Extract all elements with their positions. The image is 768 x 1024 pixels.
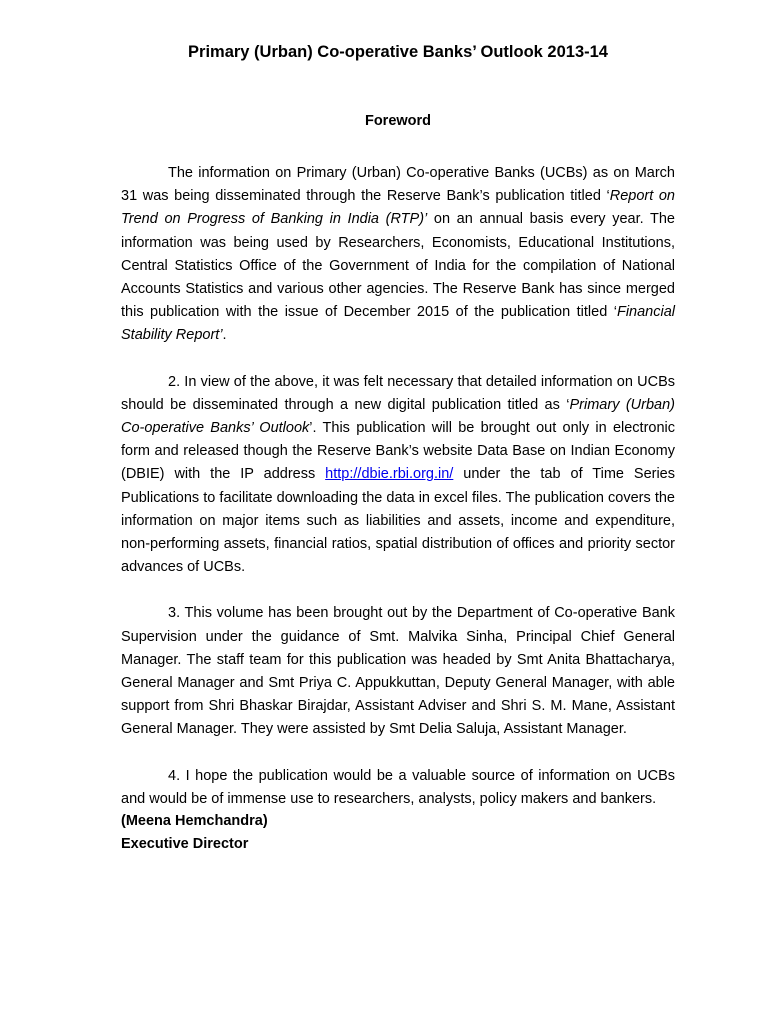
paragraph-1-text-a: The information on Primary (Urban) Co-operative Banks (UCBs) as on March 31 was being disseminated through the Reserve Bank’s publication titled ‘	[121, 165, 675, 205]
signatory-designation: Executive Director	[121, 836, 249, 852]
paragraph-4-text: 4. I hope the publication would be a valuable source of information on UCBs and would be of immense use to researchers, analysts, policy makers and bankers.	[121, 767, 675, 807]
document-title: Primary (Urban) Co-operative Banks’ Outlook 2013-14	[188, 43, 608, 61]
paragraph-2-publication-title: Primary (Urban) Co-operative Banks’ Outlook	[121, 396, 675, 437]
paragraph-2-text-a: 2. In view of the above, it was felt necessary that detailed information on UCBs should be disseminated through a new digital publication titled as ‘	[121, 373, 675, 413]
paragraph-2	[121, 371, 675, 580]
paragraph-3	[121, 602, 675, 741]
section-heading-foreword: Foreword	[364, 113, 432, 129]
paragraph-3-text: 3. This volume has been brought out by the Department of Co-operative Bank Supervision under the guidance of Smt. Malvika Sinha, Principal Chief General Manager. The staff team for this publication was headed by Smt Anita Bhattacharya, General Manager and Smt Priya C. Appukkuttan, Deputy General Manager, with able support from Shri Bhaskar Birajdar, Assistant Adviser and Shri S. M. Mane, Assistant General Manager. They were assisted by Smt Delia Saluja, Assistant Manager.	[121, 605, 675, 738]
paragraph-1-text-c: .	[222, 327, 227, 344]
paragraph-1	[121, 162, 675, 348]
signatory-name: (Meena Hemchandra)	[121, 813, 268, 829]
signature-block	[121, 810, 675, 856]
paragraph-1-text-b: on an annual basis every year. The information was being used by Researchers, Economists, Educational Institutions, Central Statistics Office of the Government of India for the compilation of National Accounts Statistics and various other agencies. The Reserve Bank has since merged this publication with the issue of December 2015 of the publication titled ‘	[121, 211, 675, 321]
paragraph-1-rtp-title: Report on Trend on Progress of Banking in India (RTP)’	[121, 188, 675, 228]
paragraph-4	[121, 765, 675, 811]
paragraph-2-text-c: under the tab of Time Series Publications to facilitate downloading the data in excel files. The publication covers the information on major items such as liabilities and assets, income and expenditure, non-performing assets, financial ratios, spatial distribution of offices and priority sector advances of UCBs.	[121, 466, 676, 576]
paragraph-2-text-b: ’. This publication will be brought out only in electronic form and released though the Reserve Bank’s website Data Base on Indian Economy (DBIE) with the IP address	[121, 420, 675, 483]
dbie-link[interactable]: http://dbie.rbi.org.in/	[325, 466, 454, 483]
foreword-body	[121, 162, 675, 834]
paragraph-1-fsr-title: Financial Stability Report’	[121, 304, 675, 344]
